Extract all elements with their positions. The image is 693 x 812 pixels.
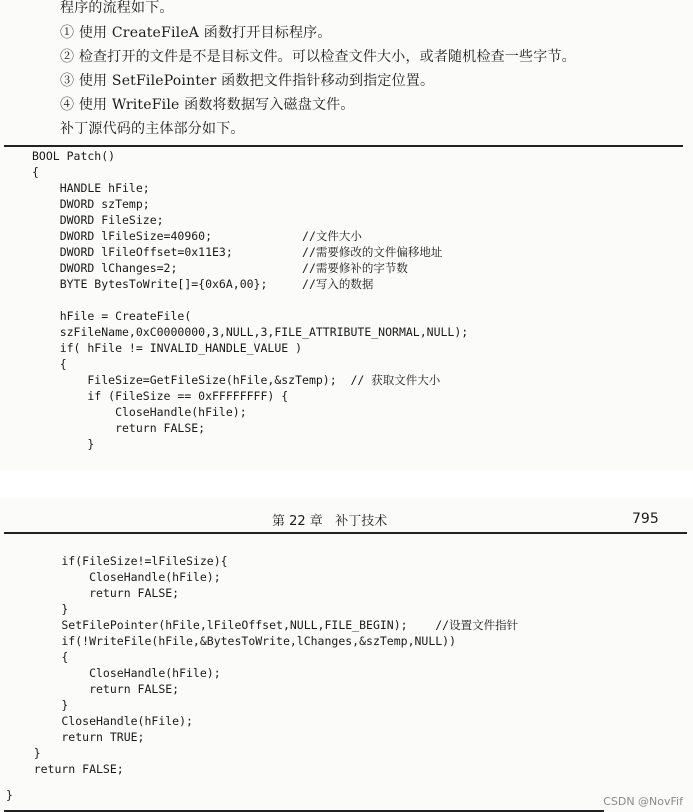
code-line: } — [6, 746, 41, 760]
code-line: SetFilePointer(hFile,lFileOffset,NULL,FILE_BEGIN); //设置文件指针 — [6, 618, 519, 632]
code-line: if(!WriteFile(hFile,&BytesToWrite,lChanges,&szTemp,NULL)) — [6, 634, 457, 648]
code-line: if( hFile != INVALID_HANDLE_VALUE ) — [32, 341, 303, 355]
code-line: } — [32, 437, 95, 451]
code-line: return FALSE; — [6, 762, 124, 776]
code-line: BYTE BytesToWrite[]={0x6A,00}; //写入的数据 — [32, 277, 374, 291]
code-line: CloseHandle(hFile); — [6, 714, 193, 728]
code-line: DWORD lFileSize=40960; //文件大小 — [32, 229, 362, 243]
code-line: { — [32, 165, 39, 179]
code-line: DWORD lChanges=2; //需要修补的字节数 — [32, 261, 408, 275]
page-header-title: 第 22 章 补丁技术 — [272, 514, 388, 529]
code-top-rule — [4, 145, 683, 147]
code-line: szFileName,0xC0000000,3,NULL,3,FILE_ATTRIBUTE_NORMAL,NULL); — [32, 325, 469, 339]
code-line: hFile = CreateFile( — [32, 309, 192, 323]
code-line: if (FileSize == 0xFFFFFFFF) { — [32, 389, 289, 403]
page-gap — [0, 470, 693, 498]
code-line: } — [6, 788, 13, 802]
code-line: DWORD FileSize; — [32, 213, 164, 227]
step-4-text: ④ 使用 WriteFile 函数将数据写入磁盘文件。 — [60, 97, 355, 113]
code-line: return FALSE; — [6, 682, 180, 696]
watermark: CSDN @NovFif — [603, 795, 683, 808]
code-line: FileSize=GetFileSize(hFile,&szTemp); // 获取文件大小 — [32, 373, 441, 387]
header-rule — [4, 532, 687, 534]
outro-text: 补丁源代码的主体部分如下。 — [60, 121, 245, 137]
code-line: if(FileSize!=lFileSize){ — [6, 554, 228, 568]
step-2-text: ② 检查打开的文件是不是目标文件。可以检查文件大小，或者随机检查一些字节。 — [60, 49, 576, 65]
code-line: DWORD szTemp; — [32, 197, 150, 211]
page-number: 795 — [632, 511, 659, 527]
code-line: { — [32, 357, 67, 371]
code-line: { — [6, 650, 69, 664]
code-line: return FALSE; — [32, 421, 206, 435]
code-line: } — [6, 698, 69, 712]
code-line: HANDLE hFile; — [32, 181, 150, 195]
code-line: CloseHandle(hFile); — [32, 405, 247, 419]
step-1-text: ① 使用 CreateFileA 函数打开目标程序。 — [60, 25, 332, 41]
code-line: return TRUE; — [6, 730, 145, 744]
intro-text: 程序的流程如下。 — [60, 0, 174, 16]
step-3-text: ③ 使用 SetFilePointer 函数把文件指针移动到指定位置。 — [60, 73, 435, 89]
code-line: DWORD lFileOffset=0x11E3; //需要修改的文件偏移地址 — [32, 245, 443, 259]
code-line: BOOL Patch() — [32, 149, 116, 163]
code-line: return FALSE; — [6, 586, 180, 600]
code-line: CloseHandle(hFile); — [6, 570, 221, 584]
code-line: CloseHandle(hFile); — [6, 666, 221, 680]
code-line: } — [6, 602, 69, 616]
